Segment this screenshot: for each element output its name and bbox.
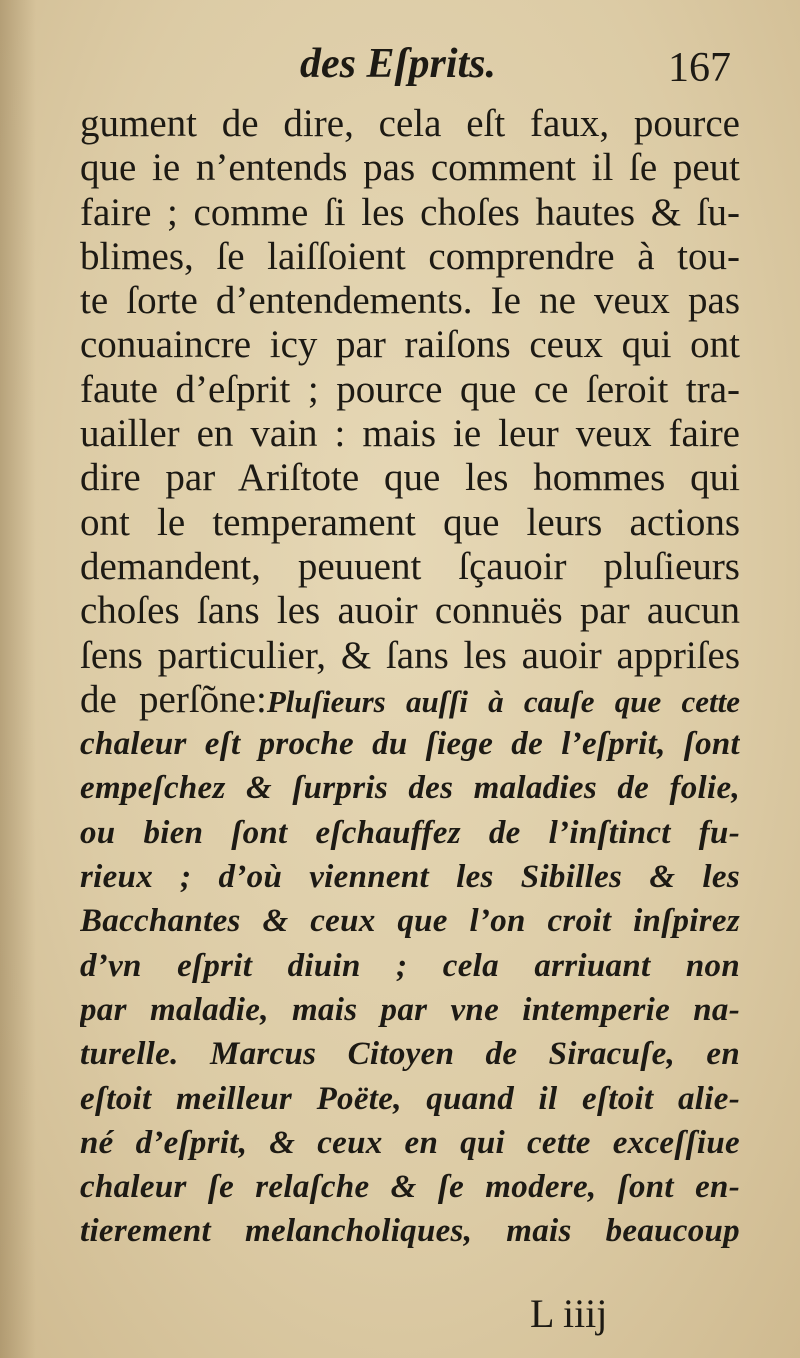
text-line: que ie n’entends pas comment il ſe peut (80, 146, 740, 190)
roman-segment: de perſõne: (80, 677, 267, 721)
signature-mark: L iiij (530, 1291, 608, 1336)
body-text (80, 102, 740, 1254)
italic-text-line: tierement melancholiques, mais beaucoup (80, 1213, 740, 1250)
text-line: faute d’eſprit ; pource que ce ſeroit tra- (80, 367, 740, 411)
italic-text-line: d’vn eſprit diuin ; cela arriuant non (80, 947, 740, 984)
text-line: demandent, peuuent ſçauoir pluſieurs (80, 544, 740, 588)
text-line: faire ; comme ſi les choſes hautes & ſu- (80, 190, 740, 234)
italic-text-line: Bacchantes & ceux que l’on croit inſpirez (80, 903, 740, 940)
italic-text-line: rieux ; d’où viennent les Sibilles & les (80, 859, 740, 896)
italic-text-line: empeſchez & ſurpris des maladies de folie, (80, 770, 740, 807)
text-line: te ſorte d’entendements. Ie ne veux pas (80, 279, 740, 323)
text-line: uailler en vain : mais ie leur veux faire (80, 412, 740, 456)
text-line: ſens particulier, & ſans les auoir appriſes (80, 633, 740, 677)
text-line: dire par Ariſtote que les hommes qui (80, 456, 740, 500)
italic-text-line: chaleur eſt proche du ſiege de l’eſprit, ſont (80, 726, 740, 763)
mixed-text-line (80, 678, 740, 722)
italic-text-line: turelle. Marcus Citoyen de Siracuſe, en (80, 1036, 740, 1073)
italic-text-line: par maladie, mais par vne intemperie na- (80, 991, 740, 1028)
text-line: ont le temperament que leurs actions (80, 500, 740, 544)
text-line: gument de dire, cela eſt faux, pource (80, 102, 740, 145)
italic-text-line: chaleur ſe relaſche & ſe modere, ſont en- (80, 1169, 740, 1206)
page-header (0, 40, 800, 100)
italic-text-line: né d’eſprit, & ceux en qui cette exceſſiue (80, 1124, 740, 1161)
page-number: 167 (668, 45, 731, 91)
binding-shadow (0, 0, 36, 1358)
running-head: des Eſprits. (300, 41, 497, 87)
italic-text-line: eſtoit meilleur Poëte, quand il eſtoit alie- (80, 1080, 740, 1117)
text-line: choſes ſans les auoir connuës par aucun (80, 589, 740, 633)
italic-text-line: ou bien ſont eſchauffez de l’inſtinct fu- (80, 814, 740, 851)
text-line: conuaincre icy par raiſons ceux qui ont (80, 323, 740, 367)
italic-segment: Pluſieurs auſſi à cauſe que cette (266, 683, 740, 719)
text-line: blimes, ſe laiſſoient comprendre à tou- (80, 234, 740, 278)
